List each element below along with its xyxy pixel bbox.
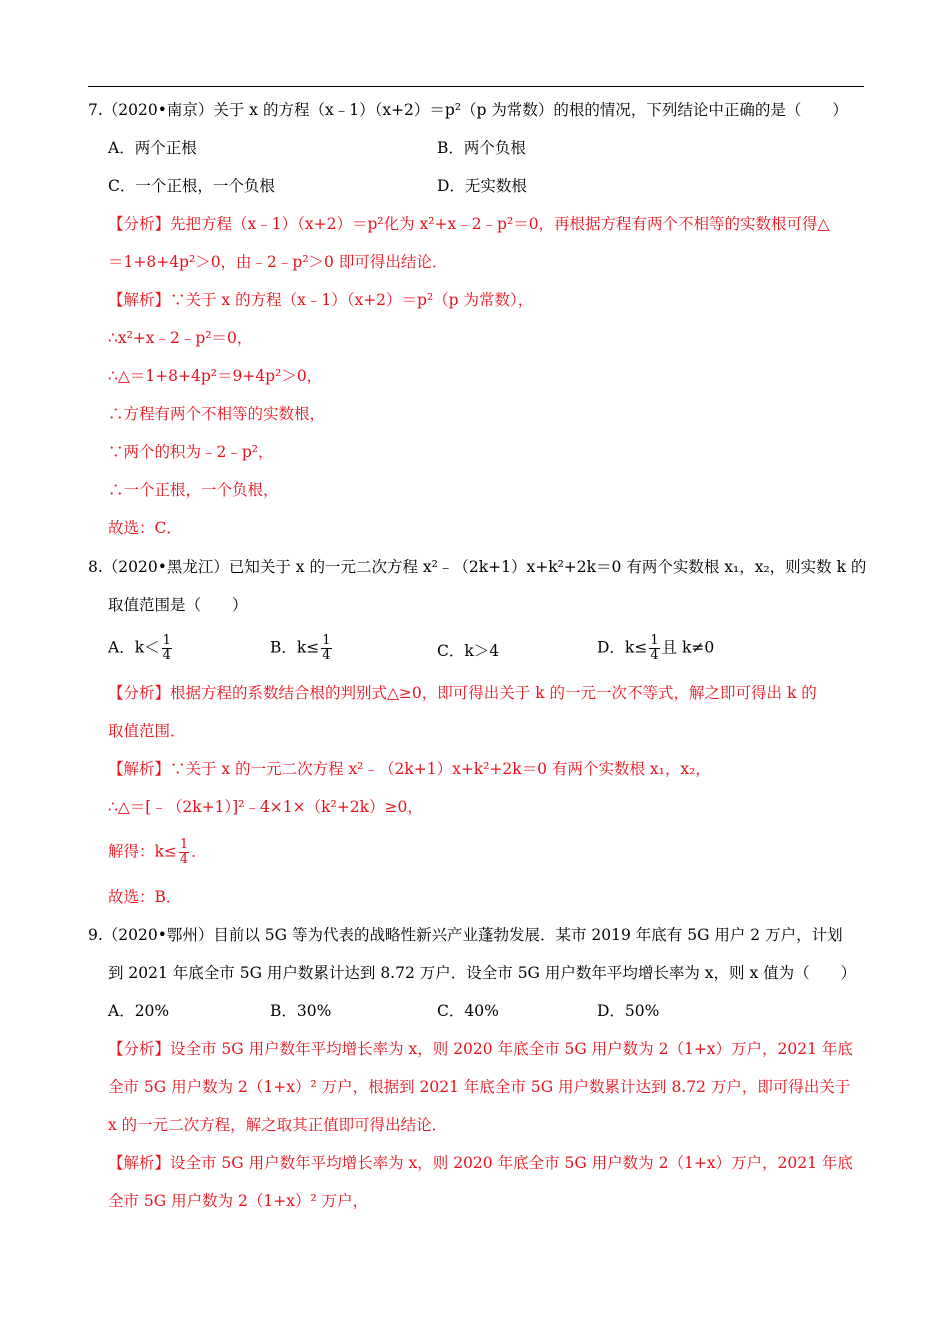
q8-stem-line-2: 取值范围是（ ） xyxy=(108,596,248,614)
fraction-denominator: 4 xyxy=(179,852,189,867)
q9-analysis-line-2: 全市 5G 用户数为 2（1+x）² 万户，根据到 2021 年底全市 5G 用户数累计达到 8.72 万户，即可得出关于 xyxy=(108,1078,851,1096)
fraction-denominator: 4 xyxy=(322,648,331,663)
q9-option-c: C．40% xyxy=(437,1002,499,1020)
q8-analysis-line-1: 【分析】根据方程的系数结合根的判别式△≥0，即可得出关于 k 的一元一次不等式，解之即可得出 k 的 xyxy=(108,684,817,702)
fraction xyxy=(321,634,331,663)
q8-option-a xyxy=(108,634,174,663)
q7-analysis-line-1: 【分析】先把方程（x﹣1）（x+2）＝p²化为 x²+x﹣2﹣p²＝0，再根据方程有两个不相等的实数根可得△ xyxy=(108,215,830,233)
q9-option-b: B．30% xyxy=(270,1002,332,1020)
q7-option-d: D．无实数根 xyxy=(437,177,527,195)
header-rule xyxy=(88,86,864,87)
q8-option-d-text: D．k≤ xyxy=(597,638,648,657)
q9-option-d: D．50% xyxy=(597,1002,660,1020)
q7-stem: 7.（2020•南京）关于 x 的方程（x﹣1）（x+2）＝p²（p 为常数）的根的情况，下列结论中正确的是（ ） xyxy=(88,101,848,119)
q8-option-b xyxy=(270,634,334,663)
fraction-numerator: 1 xyxy=(162,633,171,648)
fraction-denominator: 4 xyxy=(650,648,659,663)
q9-solution-line-1: 【解析】设全市 5G 用户数年平均增长率为 x，则 2020 年底全市 5G 用户数为 2（1+x）万户，2021 年底 xyxy=(108,1154,853,1172)
q8-option-a-text: A．k＜ xyxy=(108,638,160,657)
q7-analysis-line-2: ＝1+8+4p²＞0，由﹣2﹣p²＞0 即可得出结论． xyxy=(108,253,448,271)
q7-solution-line-4: ∴方程有两个不相等的实数根， xyxy=(108,405,326,423)
q9-stem-line-1: 9.（2020•鄂州）目前以 5G 等为代表的战略性新兴产业蓬勃发展．某市 2019 年底有 5G 用户 2 万户，计划 xyxy=(88,926,843,944)
q7-solution-line-1: 【解析】∵关于 x 的方程（x﹣1）（x+2）＝p²（p 为常数）， xyxy=(108,291,534,309)
q8-option-c: C．k＞4 xyxy=(437,642,500,660)
q8-solution-line-1: 【解析】∵关于 x 的一元二次方程 x²﹣（2k+1）x+k²+2k＝0 有两个实数根 x₁，x₂， xyxy=(108,760,711,778)
q8-option-d-suffix: 且 k≠0 xyxy=(661,638,715,657)
q9-analysis-line-1: 【分析】设全市 5G 用户数年平均增长率为 x，则 2020 年底全市 5G 用户数为 2（1+x）万户，2021 年底 xyxy=(108,1040,853,1058)
q7-option-c: C．一个正根，一个负根 xyxy=(108,177,275,195)
q7-solution-line-6: ∴一个正根，一个负根， xyxy=(108,481,279,499)
q7-option-b: B．两个负根 xyxy=(437,139,526,157)
q9-analysis-line-3: x 的一元二次方程，解之取其正值即可得出结论． xyxy=(108,1116,448,1134)
q9-solution-line-2: 全市 5G 用户数为 2（1+x）² 万户， xyxy=(108,1192,369,1210)
fraction-numerator: 1 xyxy=(322,633,331,648)
q7-solution-line-3: ∴△＝1+8+4p²＝9+4p²＞0， xyxy=(108,367,323,385)
q7-option-a: A．两个正根 xyxy=(108,139,197,157)
fraction xyxy=(179,838,189,867)
fraction-numerator: 1 xyxy=(179,837,189,852)
q8-stem-line-1: 8.（2020•黑龙江）已知关于 x 的一元二次方程 x²﹣（2k+1）x+k²+2k＝0 有两个实数根 x₁，x₂，则实数 k 的 xyxy=(88,558,867,576)
q8-solution-line-3 xyxy=(108,838,207,867)
q8-solution-line-2: ∴△＝[﹣（2k+1）]²﹣4×1×（k²+2k）≥0， xyxy=(108,798,423,816)
q8-option-b-text: B．k≤ xyxy=(270,638,320,657)
fraction-denominator: 4 xyxy=(162,648,171,663)
q7-answer: 故选：C． xyxy=(108,519,182,537)
q9-stem-line-2: 到 2021 年底全市 5G 用户数累计达到 8.72 万户．设全市 5G 用户数年平均增长率为 x，则 x 值为（ ） xyxy=(108,964,857,982)
fraction-numerator: 1 xyxy=(650,633,659,648)
q7-solution-line-2: ∴x²+x﹣2﹣p²＝0， xyxy=(108,329,253,347)
q9-option-a: A．20% xyxy=(108,1002,170,1020)
fraction xyxy=(649,634,659,663)
q8-solution-text: 解得：k≤ xyxy=(108,842,177,861)
q8-answer: 故选：B． xyxy=(108,888,182,906)
q8-analysis-line-2: 取值范围． xyxy=(108,722,186,740)
q8-option-d xyxy=(597,634,714,663)
q8-solution-suffix: ． xyxy=(191,842,207,861)
q7-solution-line-5: ∵两个的积为﹣2﹣p²， xyxy=(108,443,274,461)
fraction xyxy=(162,634,172,663)
